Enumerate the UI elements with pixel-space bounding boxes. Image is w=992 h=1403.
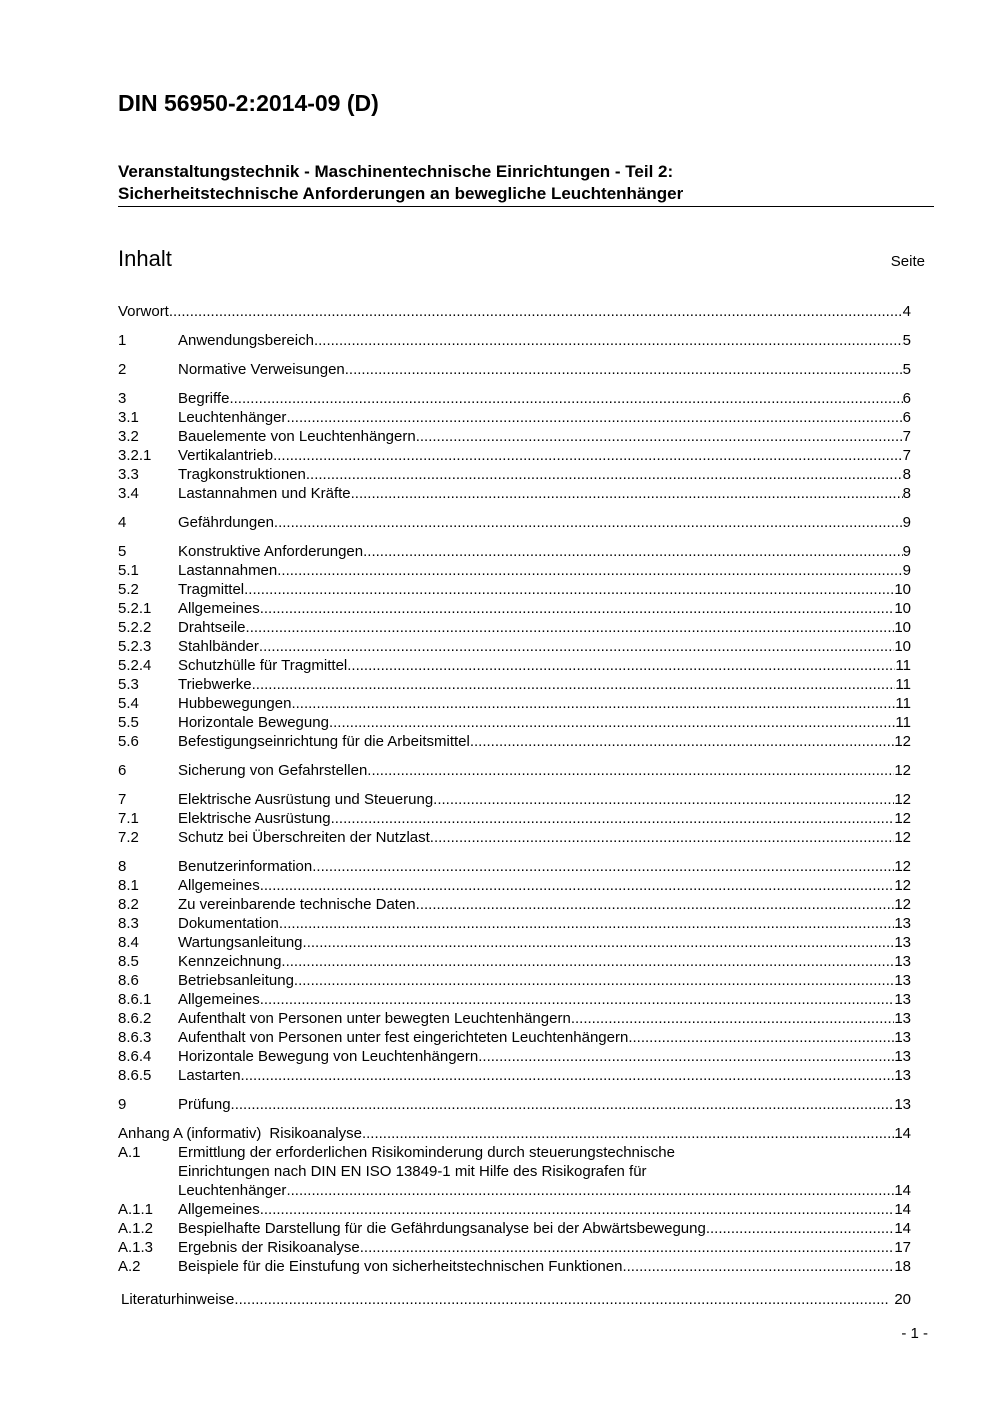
dot-leader: [234, 1290, 890, 1309]
toc-entry[interactable]: [118, 1124, 911, 1143]
toc-entry[interactable]: [118, 618, 911, 637]
toc-entry-page: 10: [894, 638, 911, 655]
toc-entry[interactable]: [118, 1066, 911, 1085]
toc-entry-title: Leuchtenhänger: [178, 1182, 287, 1199]
toc-entry-page: 11: [895, 695, 911, 712]
dot-leader: [294, 971, 894, 990]
toc-entry-title-line-2: Einrichtungen nach DIN EN ISO 13849-1 mit Hilfe des Risikografen für: [178, 1163, 647, 1180]
dot-leader: [314, 331, 903, 350]
toc-entry-title: Stahlbänder: [178, 638, 259, 655]
toc-entry-number: 7: [118, 791, 127, 808]
toc-entry[interactable]: [118, 952, 911, 971]
toc-entry[interactable]: [118, 389, 911, 408]
toc-entry-title: Triebwerke: [178, 676, 252, 693]
dot-leader: [259, 637, 894, 656]
toc-entry-title: Bauelemente von Leuchtenhängern: [178, 428, 416, 445]
dot-leader: [312, 857, 894, 876]
toc-entry-title: Drahtseile: [178, 619, 246, 636]
document-id: DIN 56950-2:2014-09 (D): [118, 90, 379, 116]
toc-entry-page: 13: [894, 1067, 911, 1084]
toc-entry[interactable]: [118, 427, 911, 446]
dot-leader: [628, 1028, 894, 1047]
toc-entry-title: Prüfung: [178, 1096, 231, 1113]
toc-entry-title: Aufenthalt von Personen unter fest eingerichteten Leuchtenhängern: [178, 1029, 629, 1046]
toc-entry-page: 13: [894, 991, 911, 1008]
toc-entry-title: Dokumentation: [178, 915, 279, 932]
toc-entry-number: 5: [118, 543, 127, 560]
toc-entry[interactable]: [118, 561, 911, 580]
toc-entry[interactable]: [118, 1028, 911, 1047]
toc-entry[interactable]: [118, 1200, 911, 1219]
toc-entry-number: 5.3: [118, 676, 139, 693]
toc-entry[interactable]: [118, 675, 911, 694]
toc-entry-page: 5: [902, 332, 911, 349]
toc-entry-number: 8.2: [118, 896, 139, 913]
toc-entry-title: Beispiele für die Einstufung von sicherheitstechnischen Funktionen: [178, 1258, 623, 1275]
toc-entry-number: 1: [118, 332, 127, 349]
toc-entry[interactable]: [118, 895, 911, 914]
toc-entry[interactable]: [118, 484, 911, 503]
toc-entry-page: 12: [894, 877, 911, 894]
toc-entry-title: Ergebnis der Risikoanalyse: [178, 1239, 360, 1256]
toc-entry[interactable]: [118, 933, 911, 952]
toc-entry[interactable]: [118, 790, 911, 809]
subtitle-line-1: Veranstaltungstechnik - Maschinentechnische Einrichtungen - Teil 2:: [118, 162, 674, 181]
toc-entry-page: 4: [902, 303, 911, 320]
toc-entry[interactable]: [118, 1219, 911, 1238]
toc-entry-page: 11: [895, 714, 911, 731]
toc-entry-page: 14: [894, 1220, 911, 1237]
toc-entry-title: Lastarten: [178, 1067, 241, 1084]
toc-entry-number: 5.1: [118, 562, 139, 579]
toc-entry-page: 13: [894, 1096, 911, 1113]
toc-entry-number: 5.2.1: [118, 600, 152, 617]
toc-entry-page: 12: [894, 829, 911, 846]
dot-leader: [345, 360, 903, 379]
toc-entry-page: 13: [894, 1029, 911, 1046]
toc-entry-page: 12: [894, 791, 911, 808]
dot-leader: [291, 694, 895, 713]
toc-entry[interactable]: [118, 1047, 911, 1066]
toc-entry-number: 3.4: [118, 485, 139, 502]
dot-leader: [286, 1181, 894, 1200]
toc-entry-number: 7.1: [118, 810, 139, 827]
toc-entry-title: Elektrische Ausrüstung und Steuerung: [178, 791, 434, 808]
dot-leader: [303, 933, 895, 952]
toc-entry-page: 13: [894, 1010, 911, 1027]
dot-leader: [331, 809, 895, 828]
toc-entry[interactable]: [118, 599, 911, 618]
toc-entry-page: 6: [902, 390, 911, 407]
toc-entry[interactable]: [118, 1143, 911, 1200]
toc-entry-page: 14: [894, 1201, 911, 1218]
toc-entry-number: A.1.1: [118, 1201, 154, 1218]
toc-entry-title: Allgemeines: [178, 1201, 260, 1218]
toc-entry[interactable]: [118, 542, 911, 561]
toc-entry-number: 8.6.2: [118, 1010, 152, 1027]
toc-entry[interactable]: [118, 1095, 911, 1114]
toc-entry-title: Horizontale Bewegung von Leuchtenhängern: [178, 1048, 479, 1065]
toc-entry[interactable]: [118, 302, 911, 321]
toc-entry-page: 14: [894, 1125, 911, 1142]
dot-leader: [706, 1219, 894, 1238]
toc-entry[interactable]: [118, 828, 911, 847]
subtitle-line-2: Sicherheitstechnische Anforderungen an bewegliche Leuchtenhänger: [118, 184, 684, 203]
toc-entry-title: Allgemeines: [178, 991, 260, 1008]
toc-entry-title: Hubbewegungen: [178, 695, 292, 712]
toc-entry[interactable]: [118, 732, 911, 751]
toc-entry-page: 10: [894, 619, 911, 636]
toc-entry-page: 17: [894, 1239, 911, 1256]
toc-entry-title: Sicherung von Gefahrstellen: [178, 762, 368, 779]
toc-entry-title: Allgemeines: [178, 877, 260, 894]
toc-entry[interactable]: [118, 713, 911, 732]
toc-entry-number: 3: [118, 390, 127, 407]
toc-entry[interactable]: [118, 656, 911, 675]
dot-leader: [274, 513, 903, 532]
toc-entry-page: 12: [894, 762, 911, 779]
table-of-contents: [118, 302, 911, 1309]
toc-entry-title: Befestigungseinrichtung für die Arbeitsmittel: [178, 733, 470, 750]
toc-entry-number: 8.6.5: [118, 1067, 152, 1084]
toc-entry[interactable]: [118, 857, 911, 876]
toc-entry[interactable]: [118, 1257, 911, 1276]
dot-leader: [478, 1047, 894, 1066]
document-subtitle: [118, 161, 683, 205]
dot-leader: [252, 675, 896, 694]
page-column-label: Seite: [890, 253, 925, 270]
dot-leader: [281, 952, 894, 971]
toc-entry[interactable]: [118, 876, 911, 895]
dot-leader: [360, 1238, 895, 1257]
toc-entry[interactable]: [118, 990, 911, 1009]
dot-leader: [231, 1095, 895, 1114]
toc-entry-number: 8.5: [118, 953, 139, 970]
toc-entry[interactable]: [118, 1290, 911, 1309]
toc-entry-number: 5.5: [118, 714, 139, 731]
page-number: - 1 -: [901, 1325, 928, 1342]
toc-entry-number: 6: [118, 762, 127, 779]
toc-entry-page: 18: [894, 1258, 911, 1275]
toc-entry-number: 7.2: [118, 829, 139, 846]
header-divider: [118, 206, 934, 207]
toc-entry-page: 13: [894, 972, 911, 989]
dot-leader: [470, 732, 894, 751]
toc-entry-page: 7: [902, 447, 911, 464]
toc-entry-page: 7: [902, 428, 911, 445]
toc-entry-title: Vorwort: [118, 303, 169, 320]
toc-entry-number: 5.4: [118, 695, 139, 712]
toc-entry[interactable]: [118, 446, 911, 465]
dot-leader: [363, 542, 903, 561]
dot-leader: [246, 618, 895, 637]
toc-entry-title-line-1: Ermittlung der erforderlichen Risikominderung durch steuerungstechnische: [178, 1144, 675, 1161]
toc-entry-number: Anhang A (informativ): [118, 1125, 262, 1142]
toc-entry-page: 10: [894, 581, 911, 598]
dot-leader: [329, 713, 895, 732]
toc-entry-title: Horizontale Bewegung: [178, 714, 329, 731]
toc-entry-title: Literaturhinweise: [121, 1291, 235, 1308]
toc-entry-page: 9: [902, 543, 911, 560]
toc-entry[interactable]: [118, 408, 911, 427]
dot-leader: [229, 389, 902, 408]
toc-entry-title: Betriebsanleitung: [178, 972, 294, 989]
toc-entry[interactable]: [118, 694, 911, 713]
toc-entry[interactable]: [118, 761, 911, 780]
toc-entry-number: 3.2.1: [118, 447, 152, 464]
toc-entry-number: 9: [118, 1096, 127, 1113]
toc-entry-title: Zu vereinbarende technische Daten: [178, 896, 416, 913]
toc-entry-title: Lastannahmen und Kräfte: [178, 485, 351, 502]
toc-entry-number: 8.3: [118, 915, 139, 932]
toc-entry-page: 10: [894, 600, 911, 617]
toc-entry[interactable]: [118, 1238, 911, 1257]
toc-entry-page: 12: [894, 733, 911, 750]
toc-entry-title: Aufenthalt von Personen unter bewegten Leuchtenhängern: [178, 1010, 571, 1027]
toc-entry[interactable]: [118, 465, 911, 484]
dot-leader: [260, 876, 895, 895]
toc-entry[interactable]: [118, 513, 911, 532]
dot-leader: [169, 302, 903, 321]
toc-entry-number: 8.6.3: [118, 1029, 152, 1046]
toc-entry-number: 8.4: [118, 934, 139, 951]
dot-leader: [273, 446, 903, 465]
dot-leader: [367, 761, 894, 780]
toc-entry[interactable]: [118, 360, 911, 379]
toc-entry-title: Gefährdungen: [178, 514, 274, 531]
dot-leader: [430, 828, 895, 847]
toc-entry-page: 14: [894, 1182, 911, 1199]
toc-entry-title: Wartungsanleitung: [178, 934, 303, 951]
toc-entry-page: 20: [894, 1291, 911, 1308]
toc-entry-number: A.1.2: [118, 1220, 154, 1237]
toc-entry-title: Vertikalantrieb: [178, 447, 274, 464]
toc-entry[interactable]: [118, 914, 911, 933]
toc-entry-title: Benutzerinformation: [178, 858, 313, 875]
toc-entry-number: 8.1: [118, 877, 139, 894]
dot-leader: [279, 914, 894, 933]
dot-leader: [416, 895, 895, 914]
toc-entry-number: 5.2.4: [118, 657, 152, 674]
dot-leader: [277, 561, 902, 580]
toc-entry-number: 5.2: [118, 581, 139, 598]
toc-entry[interactable]: [118, 971, 911, 990]
toc-entry-number: 3.2: [118, 428, 139, 445]
dot-leader: [241, 1066, 895, 1085]
dot-leader: [416, 427, 903, 446]
dot-leader: [362, 1124, 894, 1143]
toc-entry-page: 13: [894, 1048, 911, 1065]
toc-entry[interactable]: [118, 1009, 911, 1028]
toc-entry-page: 12: [894, 858, 911, 875]
toc-entry-title: Normative Verweisungen: [178, 361, 345, 378]
toc-entry-title: Schutz bei Überschreiten der Nutzlast: [178, 829, 430, 846]
toc-entry[interactable]: [118, 331, 911, 350]
toc-entry-number: 8.6.4: [118, 1048, 152, 1065]
toc-entry-title: Lastannahmen: [178, 562, 278, 579]
toc-entry-page: 6: [902, 409, 911, 426]
toc-entry-number: 4: [118, 514, 127, 531]
dot-leader: [244, 580, 894, 599]
toc-entry-title: Elektrische Ausrüstung: [178, 810, 331, 827]
toc-entry-number: 3.3: [118, 466, 139, 483]
toc-heading: Inhalt: [118, 246, 172, 271]
toc-entry-page: 8: [902, 485, 911, 502]
toc-entry-number: A.1.3: [118, 1239, 154, 1256]
toc-entry-title: Anwendungsbereich: [178, 332, 314, 349]
dot-leader: [260, 1200, 895, 1219]
toc-entry-number: A.1: [118, 1144, 141, 1161]
dot-leader: [622, 1257, 894, 1276]
dot-leader: [260, 990, 895, 1009]
toc-entry-number: 5.2.2: [118, 619, 152, 636]
toc-entry-number: 2: [118, 361, 127, 378]
toc-entry-title: Kennzeichnung: [178, 953, 282, 970]
toc-entry-page: 12: [894, 810, 911, 827]
toc-entry-page: 9: [902, 562, 911, 579]
toc-entry-page: 13: [894, 934, 911, 951]
toc-entry-page: 5: [902, 361, 911, 378]
dot-leader: [351, 484, 903, 503]
toc-entry-title: Risikoanalyse: [269, 1125, 362, 1142]
toc-entry[interactable]: [118, 809, 911, 828]
dot-leader: [306, 465, 903, 484]
toc-entry-page: 11: [895, 657, 911, 674]
toc-entry-title: Tragkonstruktionen: [178, 466, 306, 483]
toc-entry-number: 8: [118, 858, 127, 875]
toc-entry-page: 13: [894, 915, 911, 932]
toc-entry-title: Schutzhülle für Tragmittel: [178, 657, 348, 674]
toc-entry-title: Konstruktive Anforderungen: [178, 543, 364, 560]
toc-entry-title: Leuchtenhänger: [178, 409, 287, 426]
toc-entry-title: Begriffe: [178, 390, 230, 407]
toc-entry-number: 8.6.1: [118, 991, 152, 1008]
dot-leader: [286, 408, 902, 427]
toc-entry-number: 5.6: [118, 733, 139, 750]
toc-entry-number: A.2: [118, 1258, 141, 1275]
toc-entry-page: 13: [894, 953, 911, 970]
dot-leader: [433, 790, 894, 809]
toc-entry[interactable]: [118, 580, 911, 599]
toc-entry-number: 5.2.3: [118, 638, 152, 655]
toc-entry-page: 9: [902, 514, 911, 531]
dot-leader: [571, 1009, 895, 1028]
toc-entry-page: 12: [894, 896, 911, 913]
toc-entry[interactable]: [118, 637, 911, 656]
toc-entry-title: Tragmittel: [178, 581, 245, 598]
toc-entry-number: 8.6: [118, 972, 139, 989]
toc-entry-title: Allgemeines: [178, 600, 260, 617]
toc-entry-page: 8: [902, 466, 911, 483]
toc-entry-number: 3.1: [118, 409, 139, 426]
dot-leader: [260, 599, 895, 618]
dot-leader: [347, 656, 895, 675]
toc-entry-title: Bespielhafte Darstellung für die Gefährdungsanalyse bei der Abwärtsbewegung: [178, 1220, 706, 1237]
toc-entry-page: 11: [895, 676, 911, 693]
